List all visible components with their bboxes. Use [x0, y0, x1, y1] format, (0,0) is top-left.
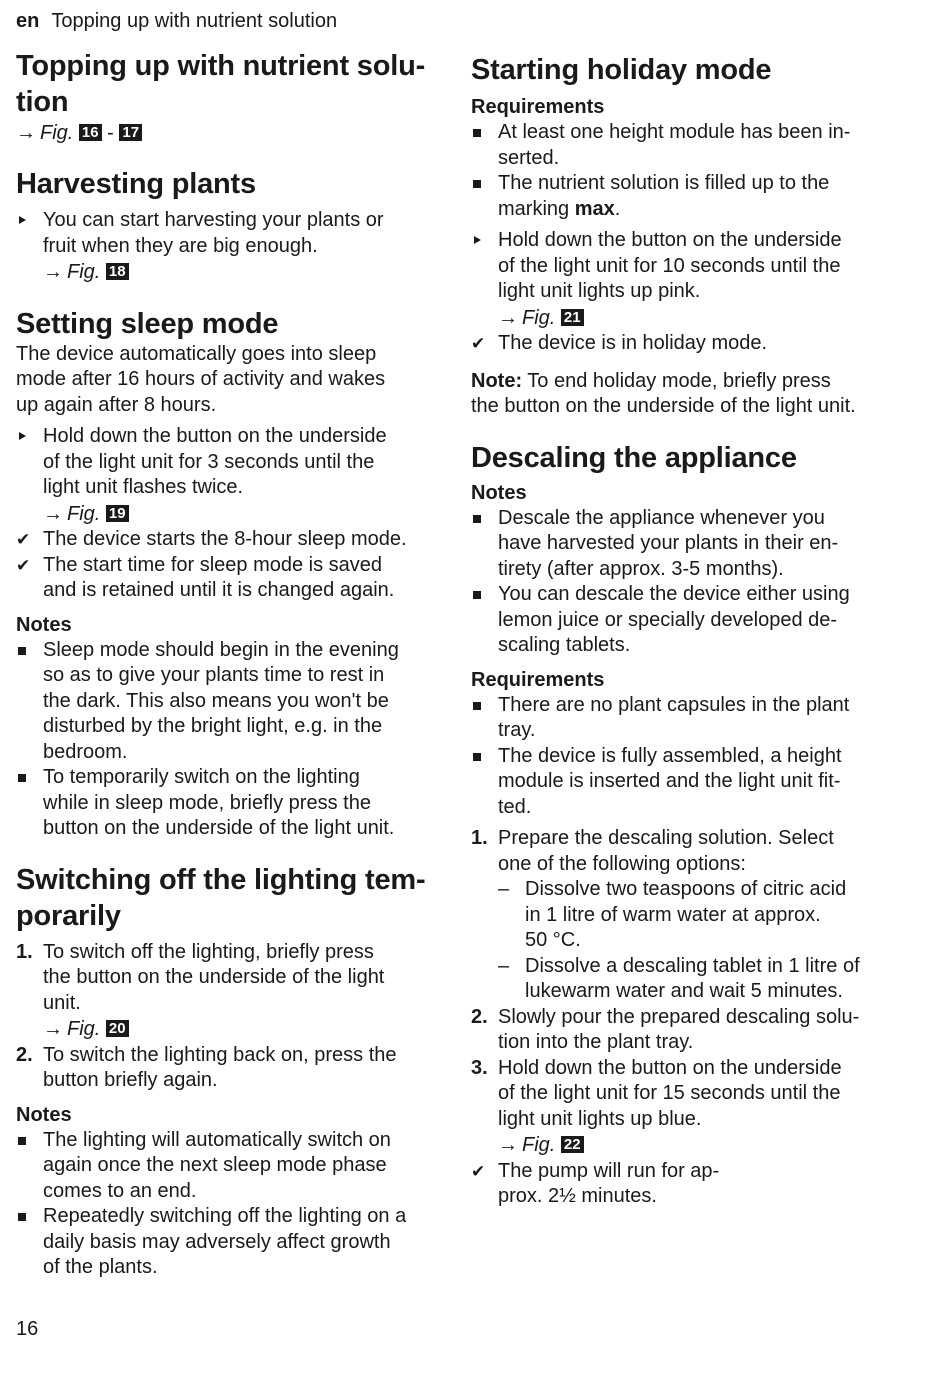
requirement-item: There are no plant capsules in the plant tray. [498, 693, 850, 741]
section-title-sleep-mode: Setting sleep mode [16, 307, 279, 340]
notes-heading: Notes [16, 613, 72, 636]
section-title-topping-up: Topping up with nutrient solu- tion [16, 50, 426, 118]
figure-reference: → Fig. 22 [498, 1134, 584, 1156]
option-item: – Dissolve a descaling tablet in 1 litre of lukewarm water and wait 5 minutes. [498, 954, 860, 1002]
note-item: Descale the appliance whenever you have harvested your plants in their en- tirety (after approx. 3-5 months). [498, 506, 839, 580]
section-title-descaling: Descaling the appliance [471, 441, 797, 474]
instruction-step: Hold down the button on the underside of the light unit for 10 seconds until the light unit lights up pink. → Fig. 21 [498, 229, 842, 329]
figure-reference: → Fig. 21 [498, 307, 584, 329]
numbered-step: 1. Prepare the descaling solution. Select one of the following options: – Dissolve two teaspoons of citric acid in 1 litre of warm water at approx. 50 °C. – Dissolve a descaling tablet in 1 litre of lukewarm water and wait 5 minutes. [471, 826, 911, 1005]
figure-number: 19 [106, 505, 129, 522]
arrow-icon: → [498, 1134, 518, 1156]
instruction-step: You can start harvesting your plants or fruit when they are big enough. → Fig. 18 [43, 209, 384, 283]
dash-marker: – [498, 878, 510, 900]
step-number: 1. [471, 827, 488, 849]
figure-number: 20 [106, 1020, 129, 1037]
check-icon: ✔ [16, 555, 31, 575]
language-code: en [16, 10, 40, 32]
dash-marker: – [498, 954, 510, 977]
requirements-heading: Requirements [471, 96, 605, 118]
left-column [16, 48, 456, 1281]
section-title-holiday-mode: Starting holiday mode [471, 54, 772, 86]
numbered-step: 2. Slowly pour the prepared descaling solu- tion into the plant tray. [471, 1005, 860, 1053]
page-header [16, 8, 337, 34]
figure-number: 17 [119, 124, 142, 141]
figure-reference: → Fig. 18 [43, 261, 129, 283]
requirement-item: The device is fully assembled, a height module is inserted and the light unit fit- ted. [498, 744, 842, 818]
result-item: ✔ The device is in holiday mode. [471, 331, 911, 357]
option-item: – Dissolve two teaspoons of citric acid in 1 litre of warm water at approx. 50 °C. [498, 878, 847, 951]
arrow-icon: → [43, 1018, 63, 1040]
figure-reference: → Fig. 19 [43, 503, 129, 525]
note-item: The lighting will automatically switch on again once the next sleep mode phase comes to an end. [43, 1128, 391, 1202]
step-number: 1. [16, 940, 33, 963]
figure-number: 16 [79, 124, 102, 141]
max-marking: max [574, 197, 615, 220]
requirement-item: At least one height module has been in- serted. [498, 121, 851, 169]
notes-heading: Notes [471, 481, 527, 504]
arrow-icon: → [43, 261, 63, 283]
check-icon: ✔ [471, 334, 486, 353]
holiday-note: Note: To end holiday mode, briefly press the button on the underside of the light unit. [471, 369, 856, 417]
result-item: ✔ The pump will run for ap- prox. 2½ minutes. [471, 1159, 720, 1207]
numbered-step: 3. Hold down the button on the underside of the light unit for 15 seconds until the light unit lights up blue. → Fig. 22 [471, 1056, 842, 1156]
right-column [471, 48, 911, 1210]
step-number: 2. [16, 1043, 33, 1066]
header-title: Topping up with nutrient solution [51, 10, 338, 32]
notes-heading: Notes [16, 1103, 72, 1126]
section-title-harvesting: Harvesting plants [16, 168, 256, 200]
sleep-intro: The device automatically goes into sleep mode after 16 hours of activity and wakes up again after 8 hours. [16, 342, 386, 416]
numbered-step: 2. To switch the lighting back on, press the button briefly again. [16, 1043, 397, 1091]
section-title-switching-off: Switching off the lighting tem- porarily [16, 863, 426, 932]
result-item: ✔ The device starts the 8-hour sleep mode. [16, 527, 456, 553]
step-number: 2. [471, 1005, 488, 1028]
arrow-icon: → [43, 502, 63, 525]
figure-number: 18 [106, 263, 129, 280]
note-item: To temporarily switch on the lighting while in sleep mode, briefly press the button on the underside of the light unit. [43, 766, 395, 839]
figure-number: 22 [561, 1136, 584, 1153]
note-item: Sleep mode should begin in the evening so as to give your plants time to rest in the dark. This also means you won't be disturbed by the bright light, e.g. in the bedroom. [43, 638, 399, 763]
result-item: ✔ The start time for sleep mode is saved and is retained until it is changed again. [16, 553, 395, 601]
numbered-step: 1. To switch off the lighting, briefly press the button on the underside of the light unit. → Fig. 20 [16, 940, 385, 1040]
check-icon: ✔ [16, 530, 31, 549]
check-icon: ✔ [471, 1161, 486, 1181]
arrow-icon: → [16, 122, 36, 144]
figure-reference: → Fig. 20 [43, 1018, 129, 1040]
requirement-item: The nutrient solution is filled up to the marking max. [498, 172, 830, 220]
page-number: 16 [16, 1318, 39, 1340]
figure-number: 21 [561, 309, 584, 326]
arrow-icon: → [498, 306, 518, 329]
note-item: You can descale the device either using lemon juice or specially developed de- scaling tablets. [498, 583, 850, 656]
figure-reference: → Fig. 16 - 17 [16, 120, 456, 146]
step-number: 3. [471, 1056, 488, 1079]
instruction-step: Hold down the button on the underside of the light unit for 3 seconds until the light unit flashes twice. → Fig. 19 [43, 425, 387, 525]
requirements-heading: Requirements [471, 668, 605, 691]
note-item: Repeatedly switching off the lighting on a daily basis may adversely affect growth of the plants. [43, 1205, 407, 1278]
